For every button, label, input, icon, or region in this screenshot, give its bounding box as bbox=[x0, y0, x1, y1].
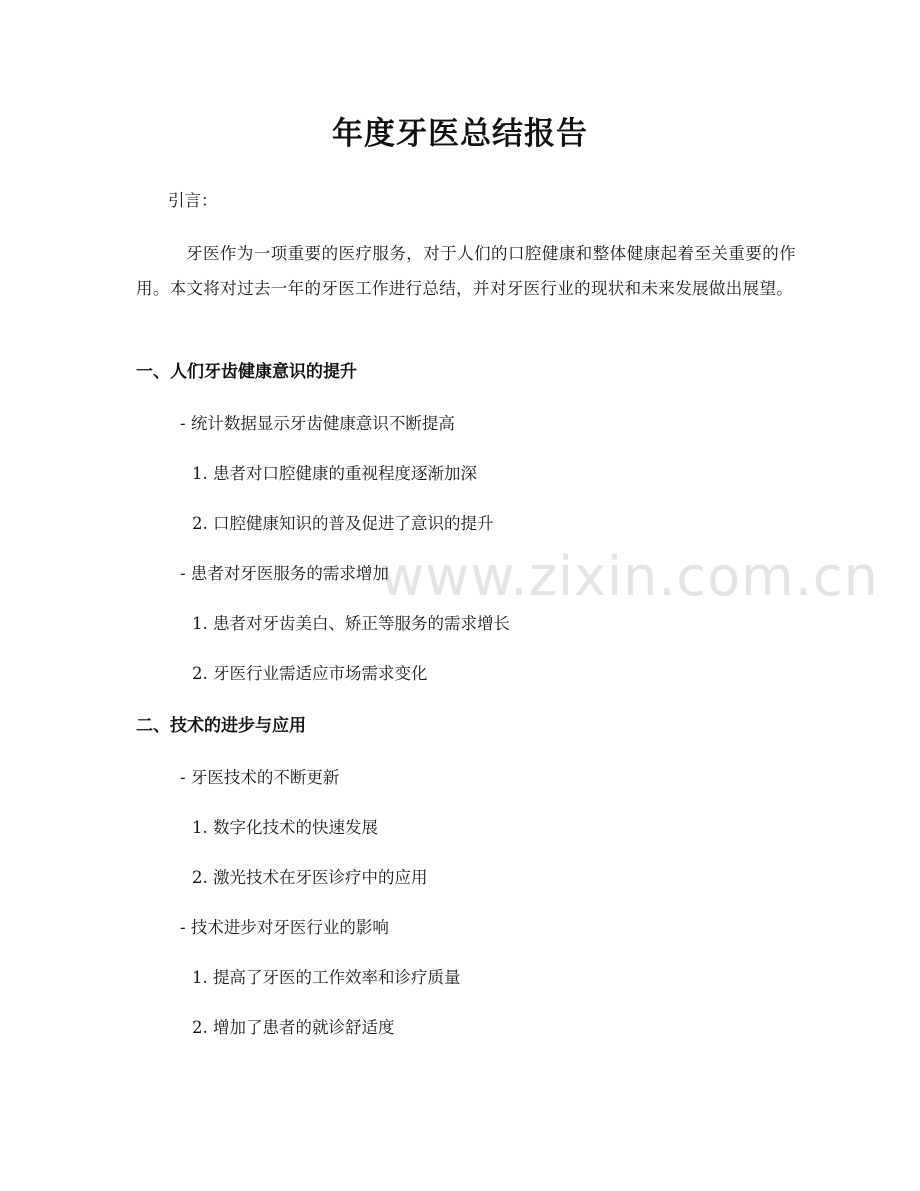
list-item: 2. 牙医行业需适应市场需求变化 bbox=[192, 664, 428, 683]
section-heading: 二、技术的进步与应用 bbox=[136, 716, 306, 736]
section-heading: 一、人们牙齿健康意识的提升 bbox=[136, 362, 357, 382]
list-item: 1. 患者对牙齿美白、矫正等服务的需求增长 bbox=[192, 614, 510, 633]
list-item: 2. 激光技术在牙医诊疗中的应用 bbox=[192, 868, 428, 887]
list-item: 1. 提高了牙医的工作效率和诊疗质量 bbox=[192, 968, 461, 987]
list-item: 2. 口腔健康知识的普及促进了意识的提升 bbox=[192, 514, 494, 533]
watermark: www.zixin.com.cn bbox=[380, 545, 879, 608]
intro-label: 引言： bbox=[168, 191, 218, 210]
list-item: 1. 患者对口腔健康的重视程度逐渐加深 bbox=[192, 464, 477, 483]
list-item: 2. 增加了患者的就诊舒适度 bbox=[192, 1018, 395, 1037]
intro-paragraph: 牙医作为一项重要的医疗服务，对于人们的口腔健康和整体健康起着至关重要的作用。本文将对过去一年的牙医工作进行总结，并对牙医行业的现状和未来发展做出展望。 bbox=[136, 244, 796, 298]
bullet-point: - 技术进步对牙医行业的影响 bbox=[180, 918, 389, 937]
document-title: 年度牙医总结报告 bbox=[332, 116, 588, 152]
bullet-point: - 患者对牙医服务的需求增加 bbox=[180, 564, 389, 583]
bullet-point: - 统计数据显示牙齿健康意识不断提高 bbox=[180, 414, 455, 433]
list-item: 1. 数字化技术的快速发展 bbox=[192, 818, 378, 837]
bullet-point: - 牙医技术的不断更新 bbox=[180, 768, 340, 787]
